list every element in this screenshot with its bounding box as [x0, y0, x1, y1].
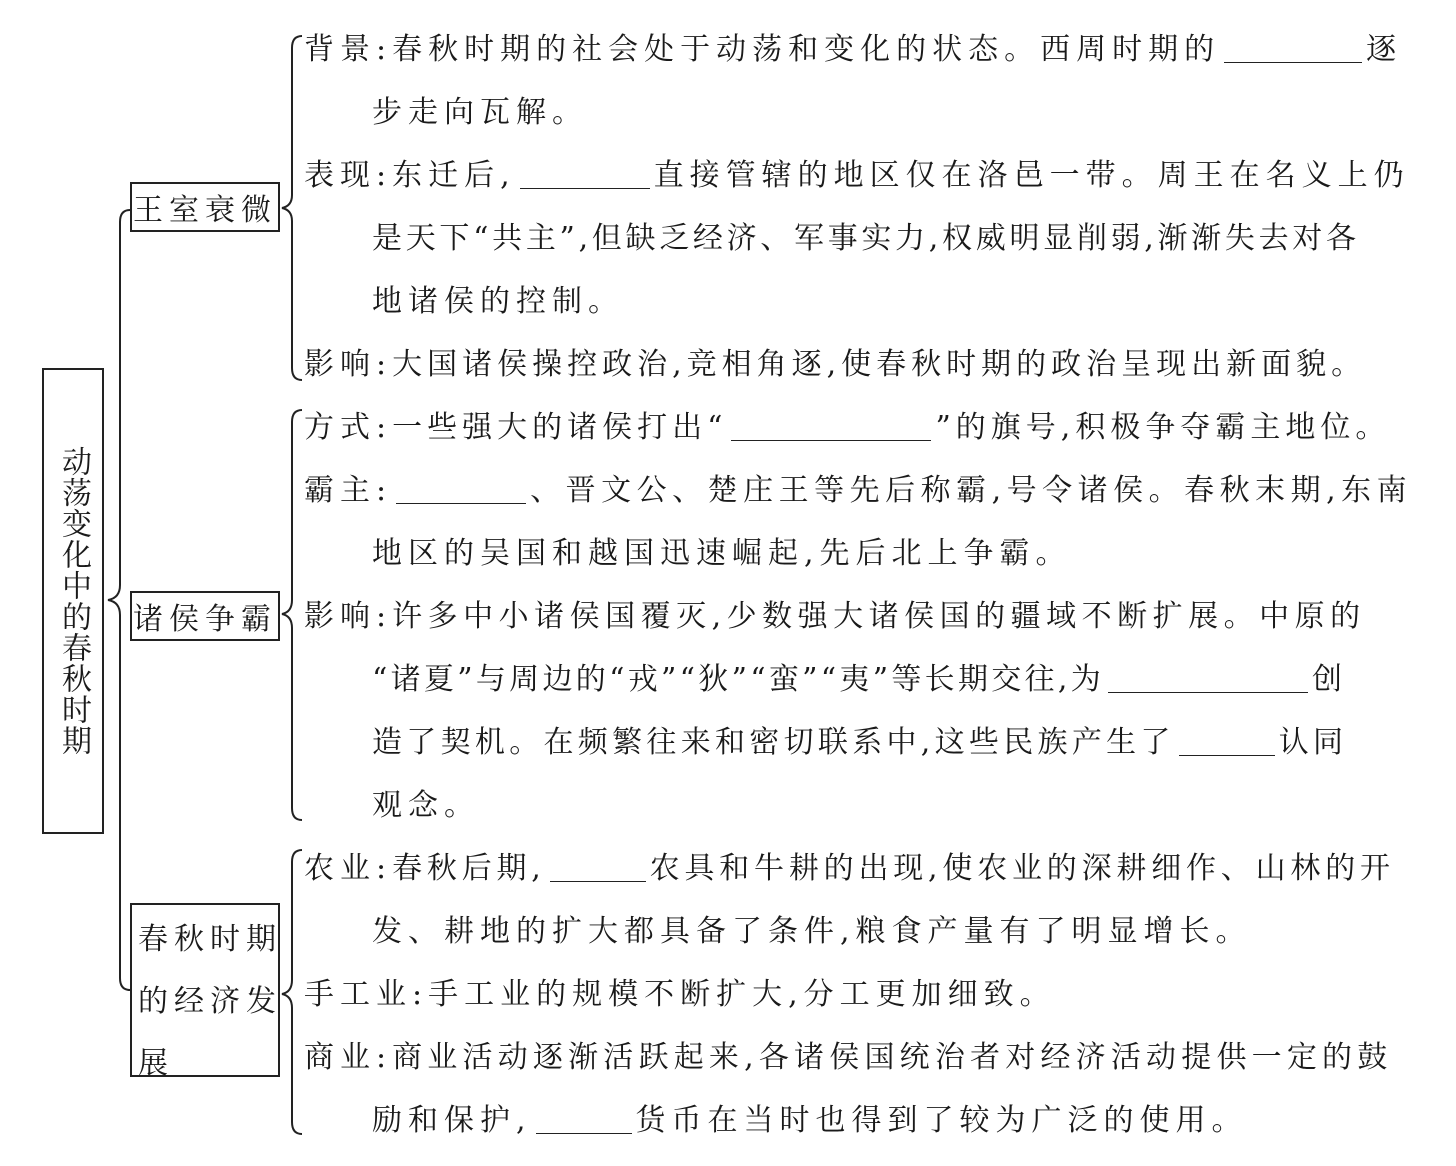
economy-title-line2: 的经济发 [138, 984, 282, 1019]
way-label: 方式: [304, 410, 393, 445]
background-text: 春秋时期的社会处于动荡和变化的状态。西周时期的 [392, 32, 1221, 67]
performance-text-cont: 是天下“共主”,但缺乏经济、军事实力,权威明显削弱,渐渐失去对各 [372, 221, 1360, 256]
influence-text-cont2: 造了契机。在频繁往来和密切联系中,这些民族产生了 [372, 725, 1175, 760]
commerce-text-tail: 货币在当时也得到了较为广泛的使用。 [635, 1103, 1248, 1138]
main-bracket [108, 210, 130, 990]
bracket-s1 [282, 36, 302, 380]
s3-commerce-line [304, 1040, 1392, 1076]
agriculture-label: 农业: [304, 851, 393, 886]
fill-blank [1224, 34, 1362, 63]
economy-title-line1: 春秋时期 [138, 922, 282, 957]
influence-text: 大国诸侯操控政治,竞相角逐,使春秋时期的政治呈现出新面貌。 [392, 347, 1367, 382]
background-label: 背景: [304, 32, 393, 67]
handicraft-text: 手工业的规模不断扩大,分工更加细致。 [428, 977, 1056, 1012]
fill-blank [536, 1105, 632, 1134]
s1-influence-line [304, 347, 1366, 383]
commerce-text-cont: 励和保护, [372, 1103, 532, 1138]
s1-performance-line [304, 158, 1410, 194]
fill-blank [520, 160, 650, 189]
s2-influence-line3 [372, 725, 1347, 761]
background-text-cont: 步走向瓦解。 [372, 95, 588, 130]
fill-blank [550, 853, 646, 882]
s2-way-line [304, 410, 1390, 446]
agriculture-text: 春秋后期, [392, 851, 546, 886]
section-title-hegemony: 诸侯争霸 [130, 591, 280, 641]
background-text-tail: 逐 [1366, 32, 1403, 67]
way-text-tail: ”的旗号,积极争夺霸主地位。 [935, 410, 1391, 445]
influence-text: 许多中小诸侯国覆灭,少数强大诸侯国的疆域不断扩展。中原的 [392, 599, 1366, 634]
s1-background-line [304, 32, 1402, 68]
way-text: 一些强大的诸侯打出“ [392, 410, 728, 445]
s2-influence-line2 [372, 662, 1345, 698]
hegemon-text: 、晋文公、楚庄王等先后称霸,号令诸侯。春秋末期,东南 [530, 473, 1413, 508]
performance-text-end: 地诸侯的控制。 [372, 284, 624, 319]
influence-text-tail: 创 [1312, 662, 1346, 697]
s2-hegemon-line2 [372, 536, 1072, 572]
s2-influence-line4 [372, 788, 480, 824]
fill-blank [1108, 664, 1308, 693]
s3-commerce-line2 [372, 1103, 1248, 1139]
s3-agriculture-line2 [372, 914, 1252, 950]
commerce-label: 商业: [304, 1040, 393, 1075]
agriculture-text-cont: 发、耕地的扩大都具备了条件,粮食产量有了明显增长。 [372, 914, 1252, 949]
agriculture-text-tail: 农具和牛耕的出现,使农业的深耕细作、山林的开 [649, 851, 1395, 886]
bracket-s2 [282, 410, 302, 820]
bracket-s3 [282, 850, 302, 1134]
handicraft-label: 手工业: [304, 977, 429, 1012]
s1-performance-line3 [372, 284, 624, 320]
s1-background-line2 [372, 95, 588, 131]
s3-handicraft-line [304, 977, 1056, 1013]
influence-label: 影响: [304, 347, 393, 382]
root-topic-box: 动荡变化中的春秋时期 [42, 368, 104, 834]
influence-text-cont: “诸夏”与周边的“戎”“狄”“蛮”“夷”等长期交往,为 [372, 662, 1105, 697]
section-title-economy [130, 903, 282, 1081]
performance-label: 表现: [304, 158, 393, 193]
influence-text-end: 观念。 [372, 788, 480, 823]
economy-title-line3: 展 [138, 1046, 174, 1081]
s3-agriculture-line [304, 851, 1395, 887]
performance-text: 东迁后, [392, 158, 516, 193]
hegemon-label: 霸主: [304, 473, 393, 508]
s1-performance-line2 [372, 221, 1360, 257]
s2-influence-line [304, 599, 1366, 635]
influence-text-tail2: 认同 [1278, 725, 1348, 760]
fill-blank [731, 412, 931, 441]
hegemon-text-cont: 地区的吴国和越国迅速崛起,先后北上争霸。 [372, 536, 1072, 571]
influence-label: 影响: [304, 599, 393, 634]
fill-blank [1179, 727, 1275, 756]
s2-hegemon-line [304, 473, 1412, 509]
commerce-text: 商业活动逐渐活跃起来,各诸侯国统治者对经济活动提供一定的鼓 [392, 1040, 1393, 1075]
fill-blank [396, 475, 526, 504]
section-title-royal-decline: 王室衰微 [130, 182, 280, 232]
performance-text-tail: 直接管辖的地区仅在洛邑一带。周王在名义上仍 [653, 158, 1410, 193]
